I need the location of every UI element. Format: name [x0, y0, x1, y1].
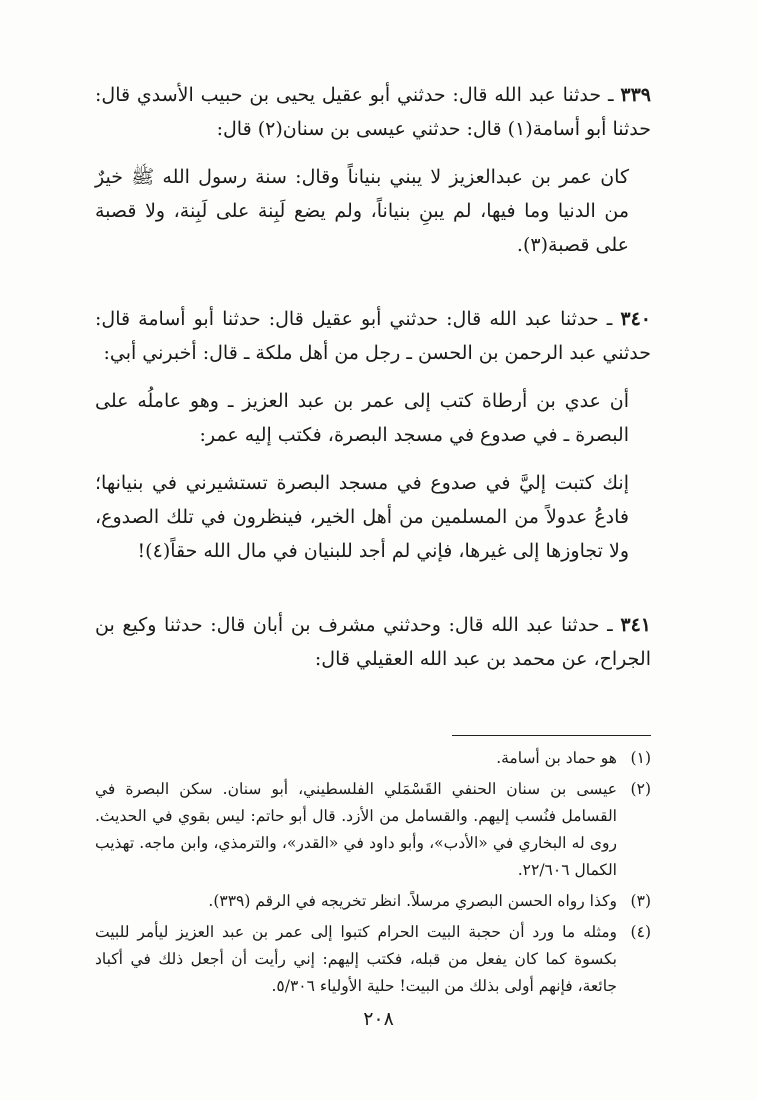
page-number: ٢٠٨ — [363, 1008, 394, 1030]
entry-number: ٣٤١ — [620, 614, 651, 636]
isnad-text: ـ حدثنا عبد الله قال: وحدثني مشرف بن أبان قال: حدثنا وكيع بن الجراح، عن محمد بن عبد الله العقيلي قال: — [95, 614, 651, 670]
entry-341-isnad — [95, 608, 651, 676]
footnote-number: (٤) — [630, 923, 651, 941]
footnote-text: ومثله ما ورد أن حجبة البيت الحرام كتبوا إلى عمر بن عبد العزيز ليأمر للبيت بكسوة كما كان يفعل من قبله، فكتب إليهم: إني رأيت أن أجعل ذلك في أكباد جائعة، فإنهم أولى بذلك من البيت! حلية الأولياء ٥/٣٠٦. — [95, 923, 617, 995]
isnad-text: ـ حدثنا عبد الله قال: حدثني أبو عقيل قال: حدثنا أبو أسامة قال: حدثني عبد الرحمن بن الحسن ـ رجل من أهل ملكة ـ قال: أخبرني أبي: — [95, 308, 651, 364]
isnad-text: ـ حدثنا عبد الله قال: حدثني أبو عقيل يحيى بن حبيب الأسدي قال: حدثنا أبو أسامة(١) قال: حدثني عيسى بن سنان(٢) قال: — [95, 84, 651, 140]
footnote — [95, 745, 651, 772]
footnotes — [95, 745, 651, 1004]
footnote-divider — [452, 735, 651, 736]
footnote — [95, 919, 651, 1000]
entry-339-isnad — [95, 78, 651, 146]
entry-340-text-1: أن عدي بن أرطاة كتب إلى عمر بن عبد العزيز ـ وهو عاملُه على البصرة ـ في صدوع في مسجد البصرة، فكتب إليه عمر: — [95, 390, 629, 446]
entry-number: ٣٤٠ — [620, 308, 651, 330]
footnote-number: (٣) — [630, 892, 651, 910]
footnote-text: هو حماد بن أسامة. — [496, 749, 617, 767]
entry-number: ٣٣٩ — [620, 84, 651, 106]
footnote — [95, 888, 651, 915]
footnote-number: (١) — [630, 749, 651, 767]
footnote-number: (٢) — [630, 780, 651, 798]
entry-339-text: كان عمر بن عبدالعزيز لا يبني بنياناً وقال: سنة رسول الله ﷺ خيرٌ من الدنيا وما فيها، لم يبنِ بنياناً، ولم يضع لَبِنة على لَبِنة، ولا قصبة على قصبة(٣). — [95, 166, 629, 256]
footnote — [95, 776, 651, 884]
entry-340-text-2: إنك كتبت إليَّ في صدوع في مسجد البصرة تستشيرني في بنيانها؛ فادعُ عدولاً من المسلمين من أهل الخير، فينظرون في تلك الصدوع، ولا تجاوزها إلى غيرها، فإني لم أجد للبنيان في مال الله حقاً(٤)! — [95, 472, 629, 562]
main-text — [95, 78, 651, 676]
footnote-text: وكذا رواه الحسن البصري مرسلاً. انظر تخريجه في الرقم (٣٣٩). — [208, 892, 617, 910]
entry-340-isnad — [95, 302, 651, 370]
footnote-text: عيسى بن سنان الحنفي القَسْمَلي الفلسطيني، أبو سنان. سكن البصرة في القسامل فنُسب إليهم. والقسامل من الأزد. قال أبو حاتم: ليس بقوي في الحديث. روى له البخاري في «الأدب»، وأبو داود في «القدر»، والترمذي، وابن ماجه. تهذيب الكمال ٢٢/٦٠٦. — [95, 780, 617, 879]
